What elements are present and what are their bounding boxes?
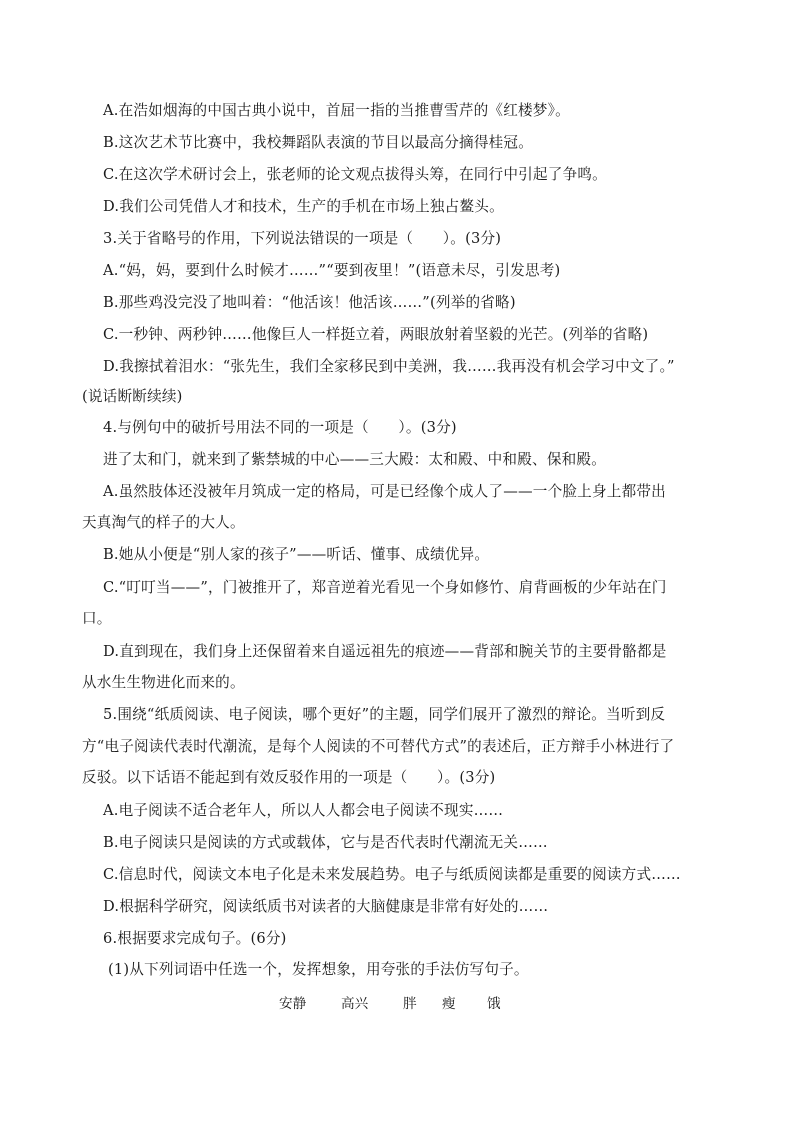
q5-option-d: D.根据科学研究，阅读纸质书对读者的大脑健康是非常有好处的…… (103, 898, 549, 915)
q3-option-c: C.一秒钟、两秒钟……他像巨人一样挺立着，两眼放射着坚毅的光芒。(列举的省略) (103, 326, 649, 343)
q2-option-d: D.我们公司凭借人才和技术，生产的手机在市场上独占鳌头。 (103, 198, 504, 215)
q6-stem: 6.根据要求完成句子。(6分) (103, 930, 287, 947)
word-option: 胖 (403, 996, 417, 1012)
word-option: 高兴 (341, 996, 369, 1012)
q5-stem-line1: 5.围绕“纸质阅读、电子阅读，哪个更好”的主题，同学们展开了激烈的辩论。当听到反 (103, 706, 666, 723)
q3-option-d: D.我擦拭着泪水：“张先生，我们全家移民到中美洲，我……我再没有机会学习中文了。” (103, 358, 675, 375)
q5-option-b: B.电子阅读只是阅读的方式或载体，它与是否代表时代潮流无关…… (103, 834, 548, 851)
q4-option-a-cont: 天真淘气的样子的大人。 (82, 514, 245, 531)
q5-option-a: A.电子阅读不适合老年人，所以人人都会电子阅读不现实…… (103, 802, 504, 819)
q2-option-c: C.在这次学术研讨会上，张老师的论文观点拔得头筹，在同行中引起了争鸣。 (103, 166, 607, 183)
q5-stem-line2: 方“电子阅读代表时代潮流，是每个人阅读的不可替代方式”的表述后，正方辩手小林进行了 (82, 738, 675, 755)
q2-option-b: B.这次艺术节比赛中，我校舞蹈队表演的节目以最高分摘得桂冠。 (103, 134, 533, 151)
q3-option-b: B.那些鸡没完没了地叫着：“他活该！他活该……”(列举的省略) (103, 294, 516, 311)
q4-option-c-cont: 口。 (82, 610, 112, 627)
q6-subquestion-1: (1)从下列词语中任选一个，发挥想象，用夸张的手法仿写句子。 (108, 961, 529, 978)
q4-option-a: A.虽然肢体还没被年月筑成一定的格局，可是已经像个成人了——一个脸上身上都带出 (103, 483, 666, 500)
q3-option-a: A.“妈，妈，要到什么时候才……”“要到夜里！”(语意未尽，引发思考) (103, 262, 561, 279)
q4-option-d: D.直到现在，我们身上还保留着来自遥远祖先的痕迹——背部和腕关节的主要骨骼都是 (103, 643, 667, 660)
q4-stem: 4.与例句中的破折号用法不同的一项是（ ）。(3分) (103, 419, 457, 436)
word-options-row (0, 990, 794, 1014)
q4-option-c: C.“叮叮当——”，门被推开了，郑音逆着光看见一个身如修竹、肩背画板的少年站在门 (103, 579, 667, 596)
q5-option-c: C.信息时代，阅读文本电子化是未来发展趋势。电子与纸质阅读都是重要的阅读方式…… (103, 866, 681, 883)
q4-example-sentence: 进了太和门，就来到了紫禁城的中心——三大殿：太和殿、中和殿、保和殿。 (103, 451, 606, 468)
word-option: 安静 (279, 996, 307, 1012)
word-option: 瘦 (442, 996, 456, 1012)
q3-option-d-note: (说话断断续续) (82, 388, 183, 405)
q5-stem-line3: 反驳。以下话语不能起到有效反驳作用的一项是（ ）。(3分) (82, 769, 496, 786)
q3-stem: 3.关于省略号的作用，下列说法错误的一项是（ ）。(3分) (103, 230, 502, 247)
word-option: 饿 (487, 996, 501, 1012)
q2-option-a: A.在浩如烟海的中国古典小说中，首屈一指的当推曹雪芹的《红楼梦》。 (103, 102, 570, 119)
q4-option-b: B.她从小便是“别人家的孩子”——听话、懂事、成绩优异。 (103, 546, 490, 563)
q4-option-d-cont: 从水生生物进化而来的。 (82, 674, 245, 691)
